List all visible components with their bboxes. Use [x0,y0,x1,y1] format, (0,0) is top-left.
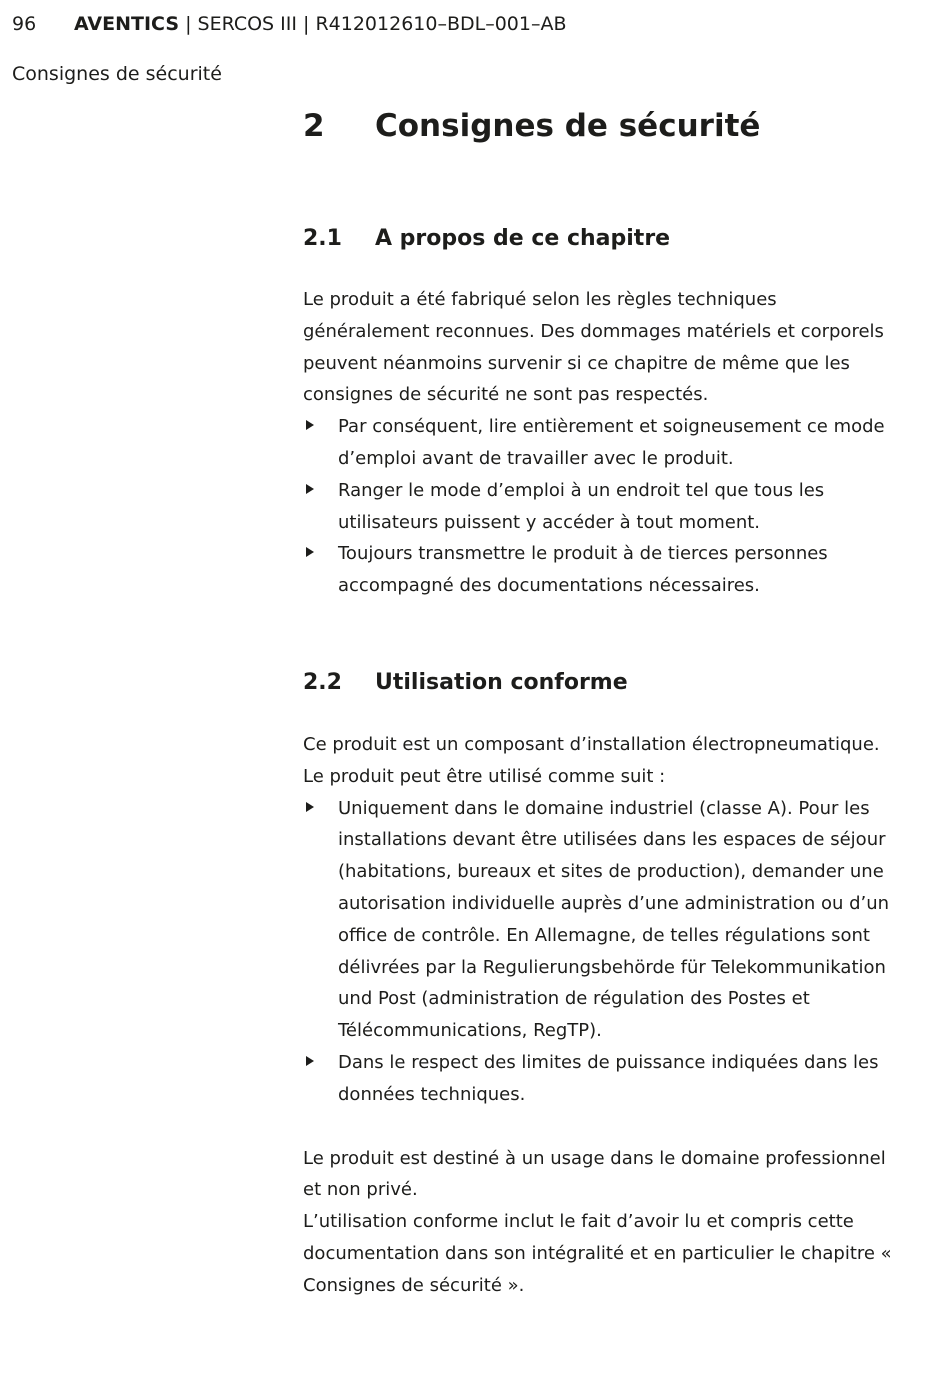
paragraph-spacer [303,1111,898,1143]
list-item [303,1047,898,1111]
list-item [303,538,898,602]
triangle-bullet-icon [306,1056,314,1066]
section-title: A propos de ce chapitre [375,226,671,251]
chapter-number: 2 [303,108,325,144]
section-body-2-2 [303,729,898,1302]
triangle-bullet-icon [306,420,314,430]
paragraph: Ce produit est un composant d’installation électropneumatique. [303,734,880,755]
header-separator: | [303,13,310,35]
section-title: Utilisation conforme [375,670,628,695]
list-item-text: Dans le respect des limites de puissance indiquées dans les données techniques. [338,1051,879,1105]
header-separator: | [185,13,192,35]
section-number: 2.2 [303,670,342,695]
list-item-text: Uniquement dans le domaine industriel (classe A). Pour les installations devant être utilisées dans les espaces de séjour (habitations, bureaux et sites de production), demander une autorisation individuelle auprès d’une administration ou d’un office de contrôle. En Allemagne, de telles régulations sont délivrées par la Regulierungsbehörde für Telekommunikation und Post (administration de régulation des Postes et Télécommunications, RegTP). [338,797,890,1042]
document-id: R412012610–BDL–001–AB [315,13,567,35]
section-number: 2.1 [303,226,342,251]
paragraph: Le produit est destiné à un usage dans le domaine professionnel et non privé. [303,1147,886,1201]
triangle-bullet-icon [306,547,314,557]
triangle-bullet-icon [306,802,314,812]
list-item-text: Toujours transmettre le produit à de tierces personnes accompagné des documentations nécessaires. [338,543,828,597]
page-header [12,10,567,38]
list-item [303,411,898,475]
section-heading-2-2 [303,667,923,699]
bullet-list [303,793,898,1111]
list-item [303,793,898,1047]
paragraph: L’utilisation conforme inclut le fait d’avoir lu et compris cette documentation dans son intégralité et en particulier le chapitre « Consignes de sécurité ». [303,1211,892,1296]
page-number: 96 [12,13,37,35]
chapter-heading [303,104,923,148]
brand-name: AVENTICS [74,13,180,35]
chapter-title: Consignes de sécurité [375,108,761,144]
product-name: SERCOS III [197,13,297,35]
bullet-list [303,411,898,602]
paragraph: Le produit a été fabriqué selon les règles techniques généralement reconnues. Des dommages matériels et corporels peuvent néanmoins survenir si ce chapitre de même que les consignes de sécurité ne sont pas respectés. [303,289,884,406]
list-item-text: Par conséquent, lire entièrement et soigneusement ce mode d’emploi avant de travailler avec le produit. [338,416,885,469]
section-body-2-1 [303,284,898,602]
list-item-text: Ranger le mode d’emploi à un endroit tel que tous les utilisateurs puissent y accéder à tout moment. [338,479,825,533]
paragraph: Le produit peut être utilisé comme suit : [303,765,666,787]
triangle-bullet-icon [306,484,314,494]
section-heading-2-1 [303,223,923,255]
running-section-label: Consignes de sécurité [12,63,222,85]
list-item [303,475,898,539]
